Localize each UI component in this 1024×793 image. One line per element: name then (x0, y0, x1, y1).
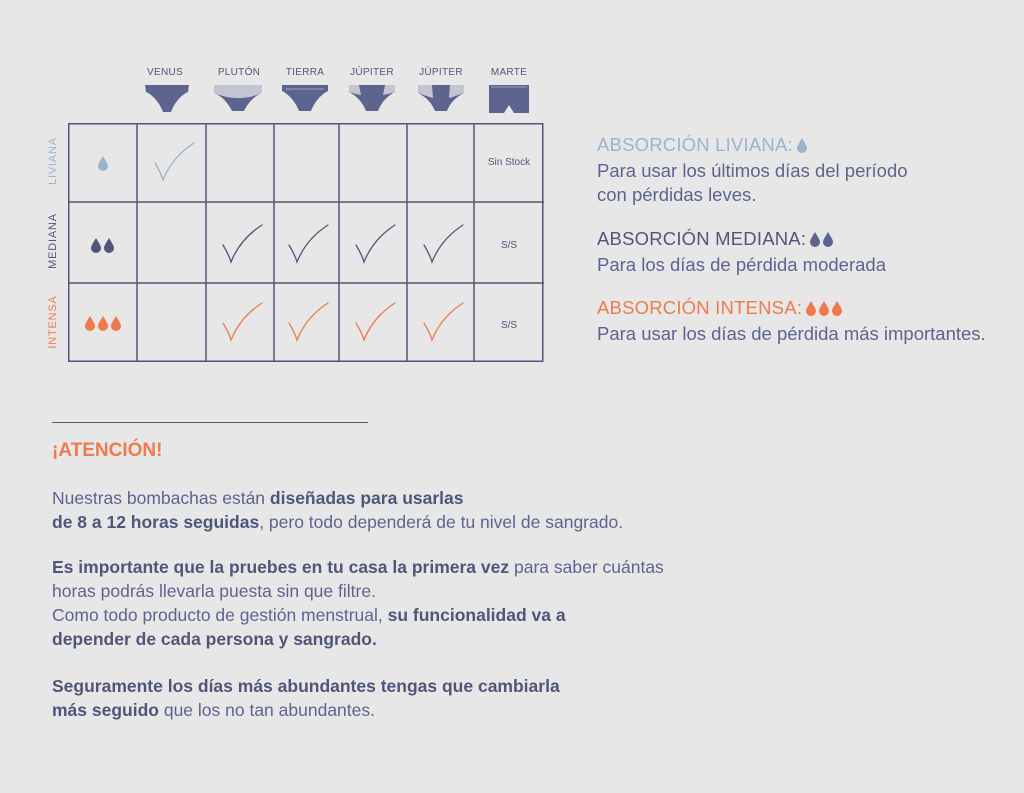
legend-mediana-title: ABSORCIÓN MEDIANA: (597, 228, 807, 249)
legend-mediana (597, 227, 886, 277)
row-label-liviana: LIVIANA (47, 137, 59, 185)
text-bold: más seguido (52, 700, 159, 720)
boxer-icon (487, 83, 531, 115)
brief-icon (280, 83, 330, 115)
text: Como todo producto de gestión menstrual, (52, 605, 388, 625)
checkmark-icon (286, 223, 330, 265)
attention-heading: ¡ATENCIÓN! (52, 440, 163, 461)
text-bold: Es importante que la pruebes en tu casa la primera vez (52, 557, 510, 577)
stock-status-liviana: Sin Stock (487, 157, 531, 168)
row-label-intensa: INTENSA (47, 295, 59, 349)
legend-liviana-line-2: con pérdidas leves. (597, 184, 757, 205)
stock-status-mediana: S/S (500, 240, 518, 251)
paragraph-1 (52, 486, 623, 534)
legend-mediana-line-1: Para los días de pérdida moderada (597, 254, 886, 275)
text: Nuestras bombachas están (52, 488, 270, 508)
legend-liviana-line-1: Para usar los últimos días del período (597, 160, 908, 181)
checkmark-icon (220, 223, 264, 265)
checkmark-icon (421, 223, 465, 265)
text-bold: Seguramente los días más abundantes tengas que cambiarla (52, 676, 560, 696)
checkmark-icon (353, 223, 397, 265)
legend-liviana (597, 133, 908, 207)
paragraph-3 (52, 674, 560, 722)
checkmark-icon (220, 301, 264, 343)
drop-icon (83, 315, 124, 333)
legend-liviana-title: ABSORCIÓN LIVIANA: (597, 134, 793, 155)
checkmark-icon (286, 301, 330, 343)
text: , pero todo dependerá de tu nivel de sangrado. (259, 512, 624, 532)
text: horas podrás llevarla puesta sin que filtre. (52, 581, 376, 601)
product-name: MARTE (490, 67, 528, 78)
divider (52, 422, 368, 423)
drop-icon (809, 229, 835, 253)
drop-icon (96, 155, 111, 173)
brief-lace-icon (212, 83, 264, 115)
text: que los no tan abundantes. (158, 700, 375, 720)
text-bold: depender de cada persona y sangrado. (52, 629, 377, 649)
text: para saber cuántas (509, 557, 664, 577)
paragraph-2 (52, 555, 664, 651)
row-label-mediana: MEDIANA (47, 213, 59, 269)
stock-status-intensa: S/S (500, 320, 518, 331)
legend-intensa-title: ABSORCIÓN INTENSA: (597, 297, 803, 318)
product-name: JÚPITER (350, 67, 394, 78)
legend-intensa (597, 296, 986, 346)
product-name: PLUTÓN (217, 67, 261, 78)
checkmark-icon (152, 141, 196, 183)
brief-lace-sides-icon (347, 83, 397, 115)
thong-icon (143, 83, 191, 115)
text-bold: su funcionalidad va a (387, 605, 566, 625)
text-bold: diseñadas para usarlas (269, 488, 464, 508)
drop-icon (805, 298, 843, 322)
text-bold: de 8 a 12 horas seguidas (52, 512, 260, 532)
brief-lace-wide-icon (416, 83, 466, 115)
drop-icon (796, 135, 808, 159)
product-name: JÚPITER (419, 67, 463, 78)
legend-intensa-line-1: Para usar los días de pérdida más importantes. (597, 323, 986, 344)
checkmark-icon (421, 301, 465, 343)
product-name: TIERRA (285, 67, 325, 78)
product-name: VENUS (147, 67, 183, 78)
drop-icon (89, 237, 117, 255)
checkmark-icon (353, 301, 397, 343)
